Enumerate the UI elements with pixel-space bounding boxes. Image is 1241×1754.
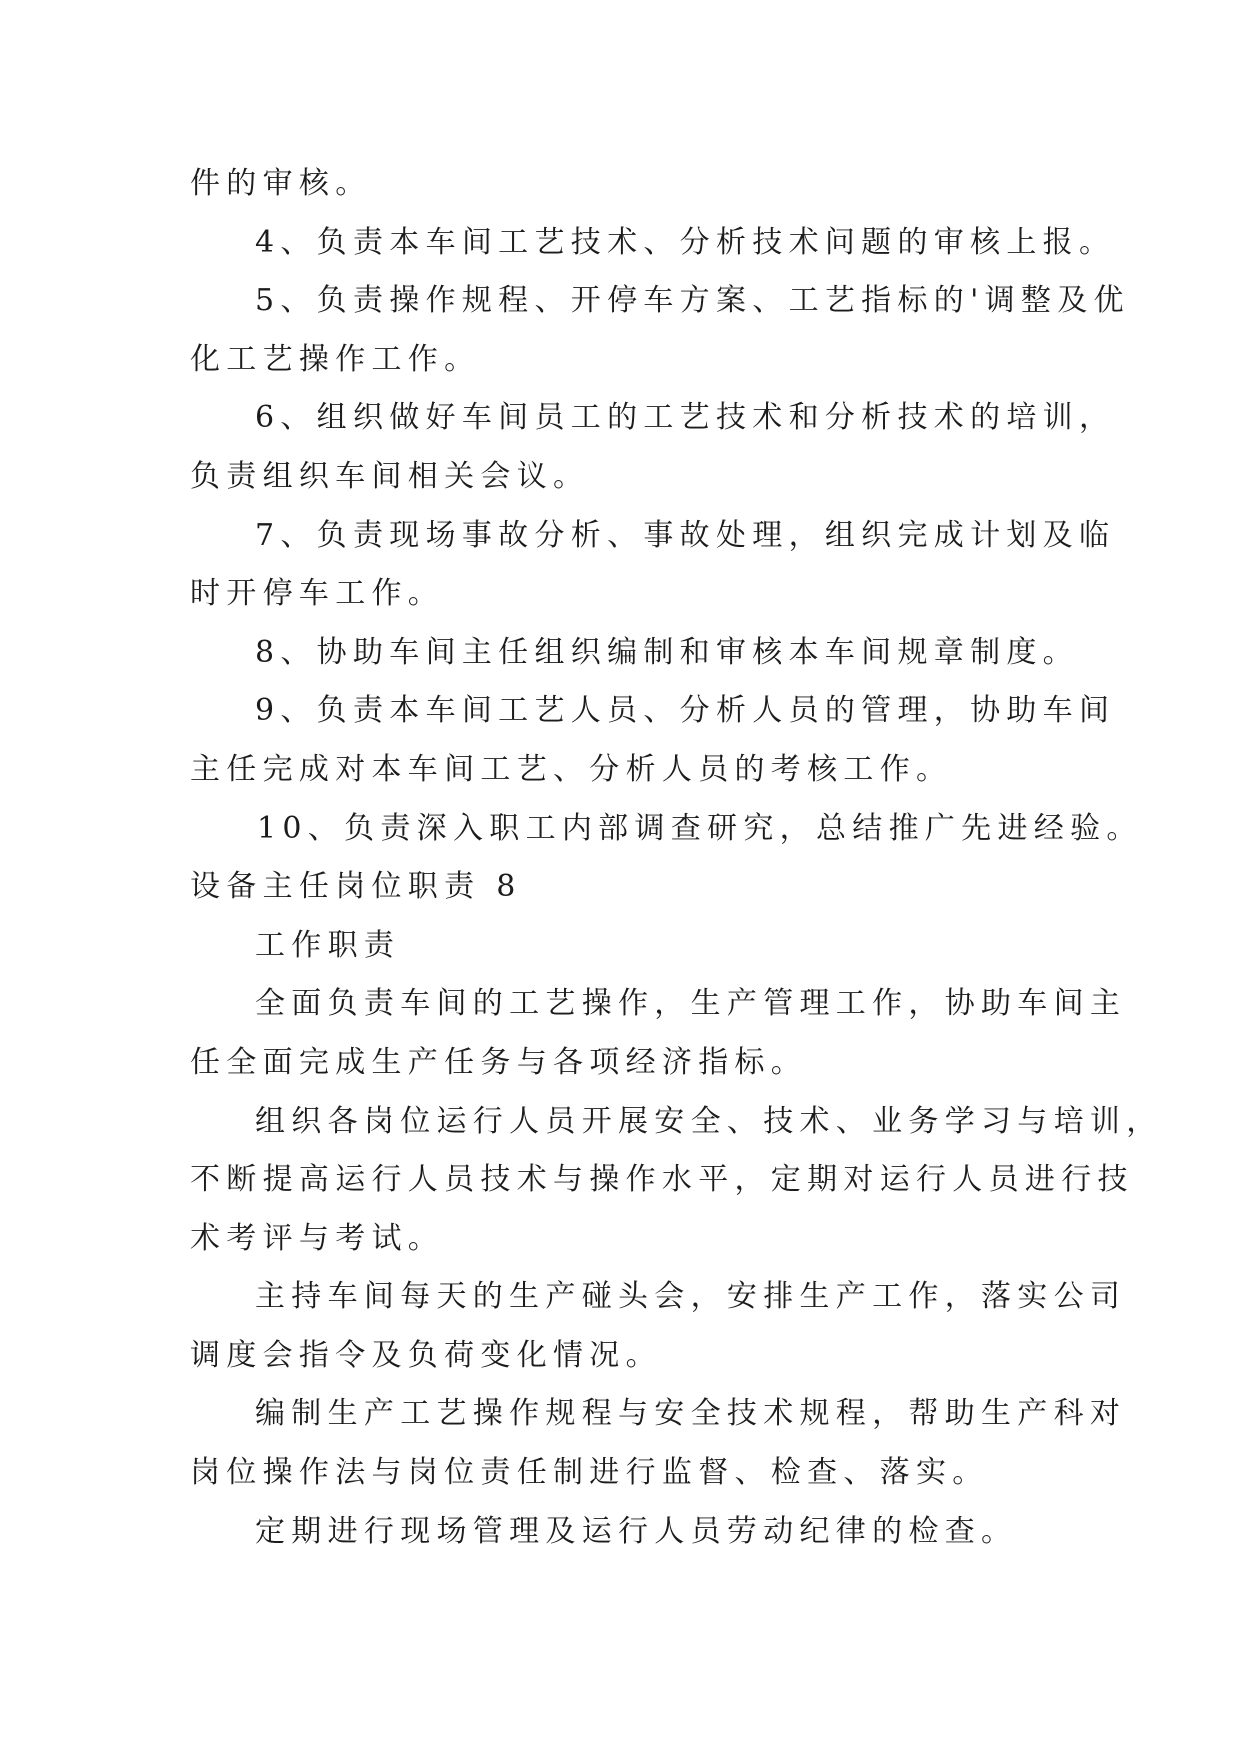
paragraph-line: 主持车间每天的生产碰头会，安排生产工作，落实公司 [255, 1279, 1127, 1315]
list-item-6: 6、组织做好车间员工的工艺技术和分析技术的培训， [255, 400, 1116, 436]
list-item-9: 9、负责本车间工艺人员、分析人员的管理，协助车间 [255, 693, 1116, 729]
paragraph-line: 任全面完成生产任务与各项经济指标。 [190, 1044, 808, 1080]
paragraph-line: 编制生产工艺操作规程与安全技术规程，帮助生产科对 [255, 1396, 1127, 1432]
list-item-4: 4、负责本车间工艺技术、分析技术问题的审核上报。 [255, 224, 1116, 260]
paragraph-line: 不断提高运行人员技术与操作水平，定期对运行人员进行技 [190, 1162, 1134, 1198]
list-item-8: 8、协助车间主任组织编制和审核本车间规章制度。 [255, 634, 1079, 670]
paragraph-line: 定期进行现场管理及运行人员劳动纪律的检查。 [255, 1513, 1018, 1549]
subsection-heading: 工作职责 [255, 927, 401, 963]
document-body [190, 155, 1163, 1561]
list-item-10: 10、负责深入职工内部调查研究，总结推广先进经验。 [257, 810, 1143, 846]
paragraph-line: 全面负责车间的工艺操作，生产管理工作，协助车间主 [255, 986, 1127, 1022]
paragraph-line: 术考评与考试。 [190, 1220, 445, 1256]
list-item-7: 7、负责现场事故分析、事故处理，组织完成计划及临 [255, 517, 1116, 553]
section-heading: 设备主任岗位职责 8 [190, 869, 522, 905]
list-item-5: 5、负责操作规程、开停车方案、工艺指标的'调整及优 [255, 283, 1130, 319]
paragraph-line: 化工艺操作工作。 [190, 341, 481, 377]
paragraph-line: 时开停车工作。 [190, 576, 445, 612]
paragraph-line: 负责组织车间相关会议。 [190, 458, 590, 494]
paragraph-line: 主任完成对本车间工艺、分析人员的考核工作。 [190, 751, 953, 787]
paragraph-line: 岗位操作法与岗位责任制进行监督、检查、落实。 [190, 1455, 989, 1491]
paragraph-line: 调度会指令及负荷变化情况。 [190, 1337, 662, 1373]
paragraph-line: 件的审核。 [190, 166, 372, 201]
paragraph-line: 组织各岗位运行人员开展安全、技术、业务学习与培训， [255, 1103, 1163, 1139]
